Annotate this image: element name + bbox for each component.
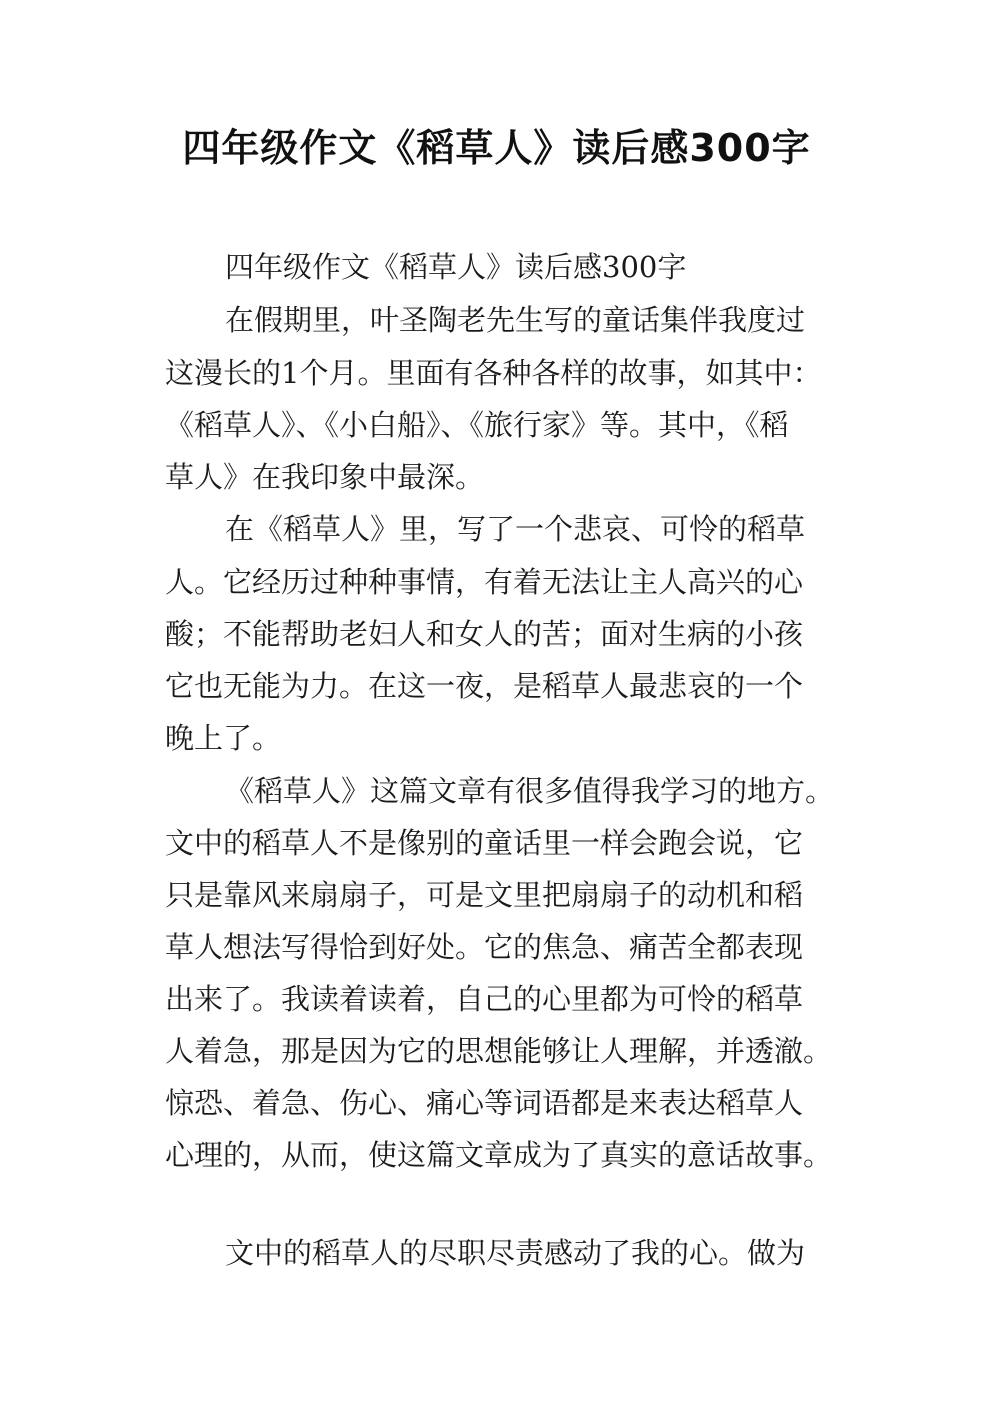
paragraph-2-line-3: 酸；不能帮助老妇人和女人的苦；面对生病的小孩: [165, 617, 804, 651]
paragraph-heading-line: 四年级作文《稻草人》读后感300字: [225, 250, 687, 284]
paragraph-3-line-6: 人着急，那是因为它的思想能够让人理解，并透澈。: [165, 1034, 833, 1068]
paragraph-3-line-7: 惊恐、着急、伤心、痛心等词语都是来表达稻草人: [165, 1086, 804, 1120]
paragraph-2-line-5: 晚上了。: [165, 721, 282, 755]
paragraph-1-line-2: 这漫长的1个月。里面有各种各样的故事，如其中：: [165, 356, 822, 390]
paragraph-2-line-2: 人。它经历过种种事情，有着无法让主人高兴的心: [165, 565, 804, 599]
paragraph-3-line-4: 草人想法写得恰到好处。它的焦急、痛苦全都表现: [165, 930, 804, 964]
paragraph-1-line-4: 草人》在我印象中最深。: [165, 460, 485, 494]
paragraph-2-line-1: 在《稻草人》里，写了一个悲哀、可怜的稻草: [225, 512, 806, 546]
document-title: 四年级作文《稻草人》读后感300字: [182, 126, 811, 170]
paragraph-3-line-8: 心理的，从而，使这篇文章成为了真实的意话故事。: [165, 1138, 833, 1172]
paragraph-1-line-3: 《稻草人》、《小白船》、《旅行家》等。其中，《稻: [165, 408, 789, 442]
paragraph-3-line-3: 只是靠风来扇扇子，可是文里把扇扇子的动机和稻: [165, 878, 804, 912]
paragraph-4-line-1: 文中的稻草人的尽职尽责感动了我的心。做为: [225, 1236, 806, 1270]
paragraph-3-line-1: 《稻草人》这篇文章有很多值得我学习的地方。: [225, 774, 835, 808]
paragraph-2-line-4: 它也无能为力。在这一夜，是稻草人最悲哀的一个: [165, 669, 804, 703]
paragraph-3-line-5: 出来了。我读着读着，自己的心里都为可怜的稻草: [165, 982, 804, 1016]
paragraph-1-line-1: 在假期里，叶圣陶老先生写的童话集伴我度过: [225, 303, 806, 337]
paragraph-3-line-2: 文中的稻草人不是像别的童话里一样会跑会说，它: [165, 826, 804, 860]
